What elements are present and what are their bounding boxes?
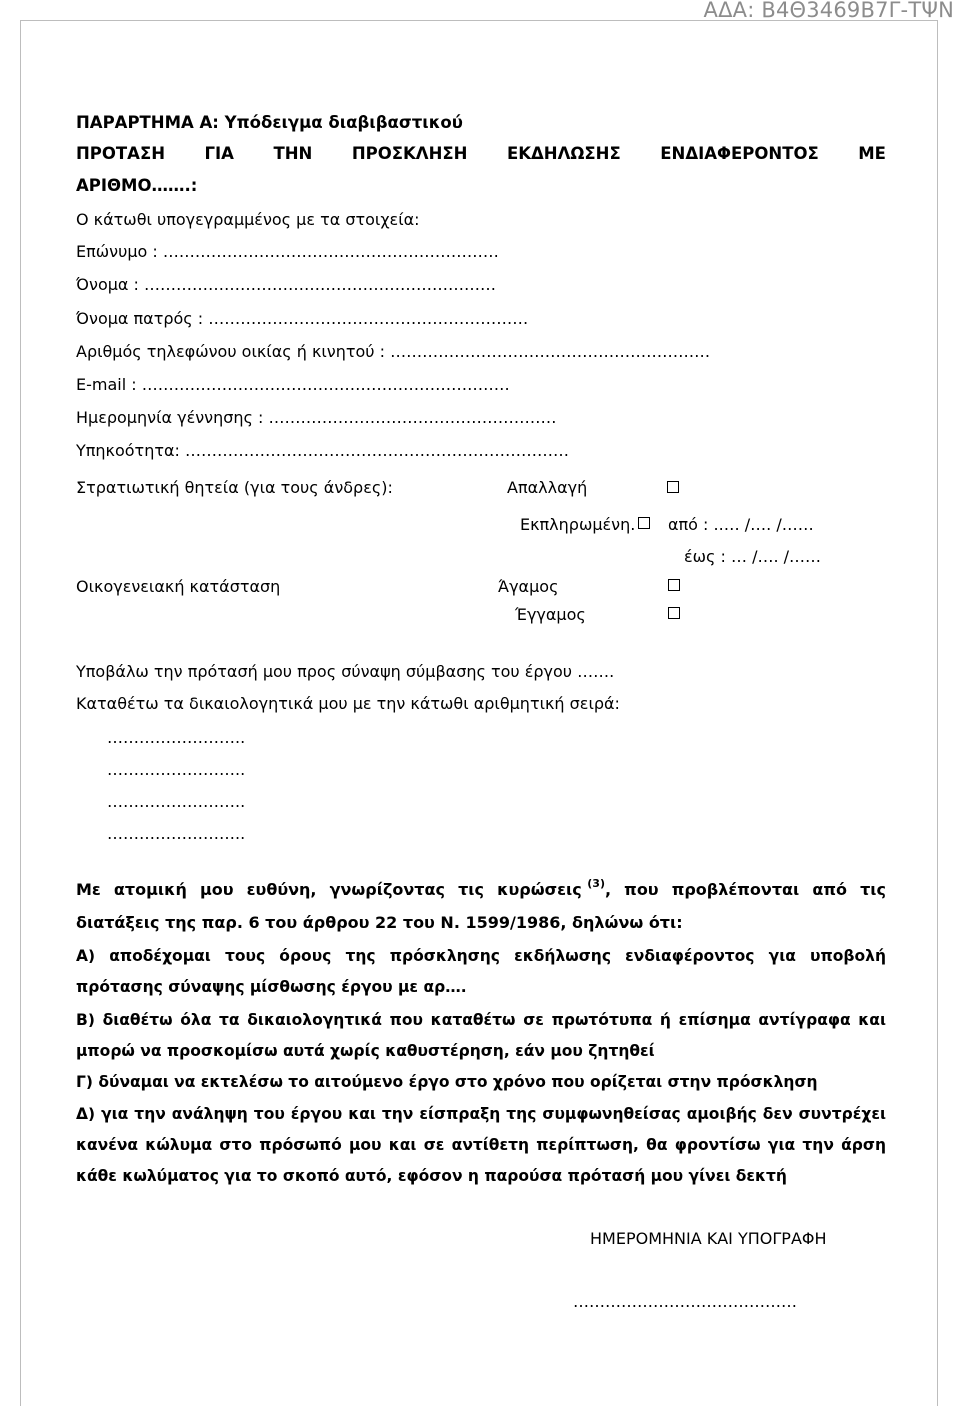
heading-word: ΕΝΔΙΑΦΕΡΟΝΤΟΣ (660, 144, 819, 163)
military-to-date: έως : … /…. /…… (684, 547, 822, 566)
declaration-clause-a: Α) αποδέχομαι τους όρους της πρόσκλησης εκδήλωσης ενδιαφέροντος για υποβολή πρότασης σύναψης μίσθωσης έργου με αρ…. (76, 947, 886, 996)
comma: , (605, 880, 612, 899)
declaration-word: τις (458, 880, 484, 899)
declaration-word: Με (76, 880, 101, 899)
marital-married-checkbox[interactable] (668, 607, 680, 619)
marital-married-label: Έγγαμος (515, 605, 586, 624)
marital-status-label: Οικογενειακή κατάσταση (76, 577, 281, 596)
marital-single-checkbox[interactable] (668, 579, 680, 591)
signature-line: …………………………………… (573, 1292, 797, 1311)
declaration-word: που (624, 880, 659, 899)
name-field: Όνομα : ………………………………………………………… (76, 275, 497, 294)
declaration-word: από (812, 880, 847, 899)
document-list-item: …………………….. (107, 760, 246, 779)
heading-word: ΓΙΑ (204, 144, 234, 163)
surname-field: Επώνυμο : ……………………………………………………… (76, 242, 499, 261)
heading-number-line: ΑΡΙΘΜΟ…….: (76, 176, 198, 195)
declaration-word: ατομική (113, 880, 187, 899)
military-from-date: από : ..… /…. /…… (668, 515, 814, 534)
heading-word: ΜΕ (858, 144, 886, 163)
declaration-intro-line (76, 877, 886, 899)
heading-word: ΠΡΟΣΚΛΗΣΗ (351, 144, 468, 163)
military-completed-checkbox[interactable] (638, 517, 650, 529)
military-service-label: Στρατιωτική θητεία (για τους άνδρες): (76, 478, 393, 497)
declaration-word: γνωρίζοντας (329, 880, 445, 899)
heading-annex-title: ΠΑΡΑΡΤΗΜΑ Α: Υπόδειγμα διαβιβαστικού (76, 113, 463, 132)
document-list-item: …………………….. (107, 728, 246, 747)
military-exempt-checkbox[interactable] (667, 481, 679, 493)
declaration-word: προβλέπονται (671, 880, 800, 899)
declaration-word-text: κυρώσεις (497, 880, 582, 899)
nationality-field: Υπηκοότητα: ……………………………………………………………… (76, 441, 569, 460)
email-field: E-mail : …………………………………………………………… (76, 375, 510, 394)
declaration-word: μου (199, 880, 234, 899)
father-name-field: Όνομα πατρός : …………………………………………………… (76, 309, 529, 328)
military-exempt-label: Απαλλαγή (507, 478, 588, 497)
heading-proposal-line (76, 144, 886, 163)
declaration-law-line: διατάξεις της παρ. 6 του άρθρου 22 του Ν. 1599/1986, δηλώνω ότι: (76, 913, 683, 932)
declaration-clause-d: Δ) για την ανάληψη του έργου και την είσπραξη της συμφωνηθείσας αμοιβής δεν συντρέχει κανένα κώλυμα στο πρόσωπό μου και σε αντίθετη περίπτωση, θα φροντίσω για την άρση κάθε κωλύματος για το σκοπό αυτό, εφόσον η παρούσα πρότασή μου γίνει δεκτή (76, 1105, 886, 1185)
declaration-word (497, 877, 612, 899)
declaration-word: ευθύνη, (246, 880, 317, 899)
marital-single-label: Άγαμος (498, 577, 559, 596)
heading-word: ΕΚΔΗΛΩΣΗΣ (506, 144, 621, 163)
submission-line: Υποβάλω την πρότασή μου προς σύναψη σύμβασης του έργου ……. (76, 662, 615, 681)
declaration-clause-b: Β) διαθέτω όλα τα δικαιολογητικά που καταθέτω σε πρωτότυπα ή επίσημα αντίγραφα και μπορώ να προσκομίσω αυτά χωρίς καθυστέρηση, εάν μου ζητηθεί (76, 1011, 886, 1060)
document-list-item: …………………….. (107, 792, 246, 811)
ada-watermark: ΑΔΑ: Β4Θ3469Β7Γ-ΤΨΝ (703, 0, 954, 22)
footnote-reference: (3) (587, 877, 605, 890)
heading-word: ΠΡΟΤΑΣΗ (76, 144, 166, 163)
heading-word: ΤΗΝ (273, 144, 313, 163)
birth-date-field: Ημερομηνία γέννησης : ……………………………………………… (76, 408, 557, 427)
documents-intro-line: Καταθέτω τα δικαιολογητικά μου με την κάτωθι αριθμητική σειρά: (76, 694, 620, 713)
intro-text: Ο κάτωθι υπογεγραμμένος με τα στοιχεία: (76, 210, 420, 229)
document-list-item: …………………….. (107, 824, 246, 843)
date-signature-label: ΗΜΕΡΟΜΗΝΙΑ ΚΑΙ ΥΠΟΓΡΑΦΗ (590, 1229, 827, 1248)
declaration-clause-c: Γ) δύναμαι να εκτελέσω το αιτούμενο έργο στο χρόνο που ορίζεται στην πρόσκληση (76, 1073, 818, 1091)
military-completed-label: Εκπληρωμένη. (520, 515, 636, 534)
declaration-word: τις (860, 880, 886, 899)
phone-field: Αριθμός τηλεφώνου οικίας ή κινητού : …………………………………………………… (76, 342, 711, 361)
